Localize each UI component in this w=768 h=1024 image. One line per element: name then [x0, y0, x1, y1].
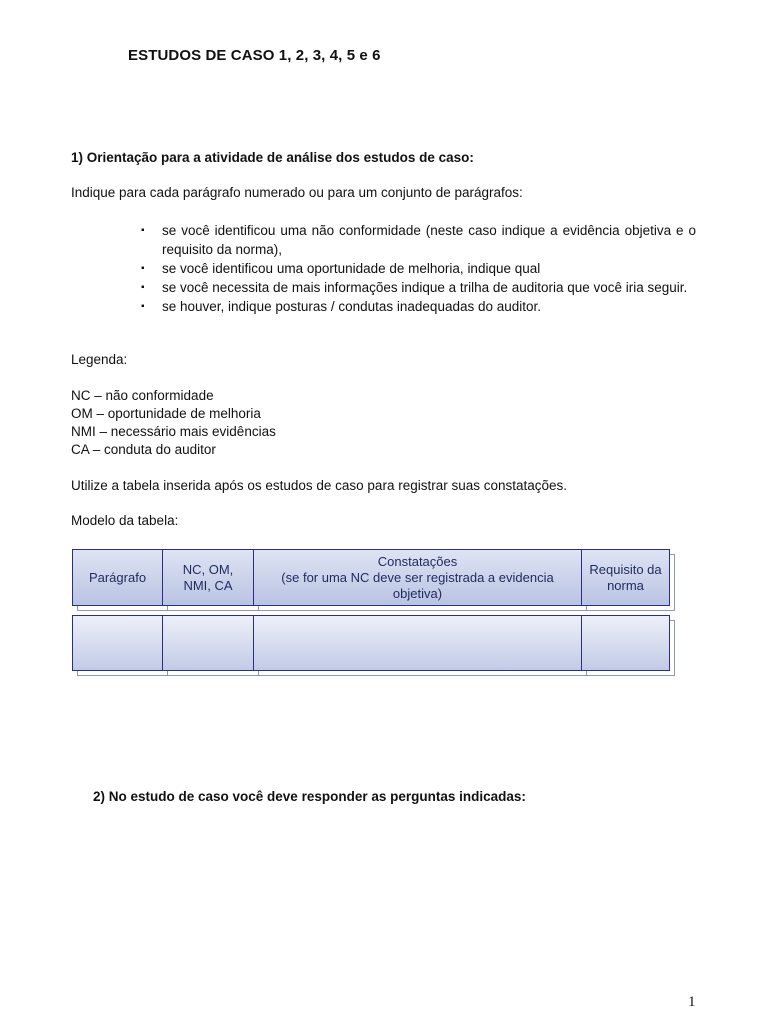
bullet-item: ▪ se você necessita de mais informações indique a trilha de auditoria que você iria seguir.: [141, 280, 688, 295]
section-2-heading: 2) No estudo de caso você deve responder as perguntas indicadas:: [93, 789, 526, 804]
bullet-marker: ▪: [141, 225, 145, 236]
bullet-item: ▪ se você identificou uma oportunidade de melhoria, indique qual: [141, 261, 541, 276]
table-body-cell: [72, 615, 163, 671]
page-number: 1: [688, 994, 696, 1010]
table-header-classification: NC, OM, NMI, CA: [162, 549, 254, 606]
bullet-item: ▪ se você identificou uma não conformidade (neste caso indique a evidência objetiva e o requisito da norma),: [141, 223, 696, 257]
legend-label: Legenda:: [71, 352, 128, 367]
table-header-paragrafo: Parágrafo: [72, 549, 163, 606]
table-header-constatacoes: Constatações (se for uma NC deve ser registrada a evidencia objetiva): [253, 549, 582, 606]
table-body-cell: [253, 615, 582, 671]
document-title: ESTUDOS DE CASO 1, 2, 3, 4, 5 e 6: [128, 47, 381, 64]
legend-item: CA – conduta do auditor: [71, 442, 216, 457]
bullet-marker: ▪: [141, 263, 145, 274]
table-model-label: Modelo da tabela:: [71, 513, 179, 528]
table-body-cell: [581, 615, 670, 671]
table-header-requisito: Requisito da norma: [581, 549, 670, 606]
table-instruction: Utilize a tabela inserida após os estudos de caso para registrar suas constatações.: [71, 478, 568, 493]
table-body-cell: [162, 615, 254, 671]
section-1-heading: 1) Orientação para a atividade de análise dos estudos de caso:: [71, 150, 474, 165]
legend-item: NC – não conformidade: [71, 388, 214, 403]
bullet-item: ▪ se houver, indique posturas / condutas inadequadas do auditor.: [141, 299, 542, 314]
legend-item: NMI – necessário mais evidências: [71, 424, 276, 439]
intro-paragraph: Indique para cada parágrafo numerado ou para um conjunto de parágrafos:: [71, 185, 523, 200]
instruction-bullet-list: [71, 221, 696, 316]
legend-list: [71, 387, 276, 459]
bullet-marker: ▪: [141, 282, 145, 293]
bullet-marker: ▪: [141, 301, 145, 312]
legend-item: OM – oportunidade de melhoria: [71, 406, 261, 421]
